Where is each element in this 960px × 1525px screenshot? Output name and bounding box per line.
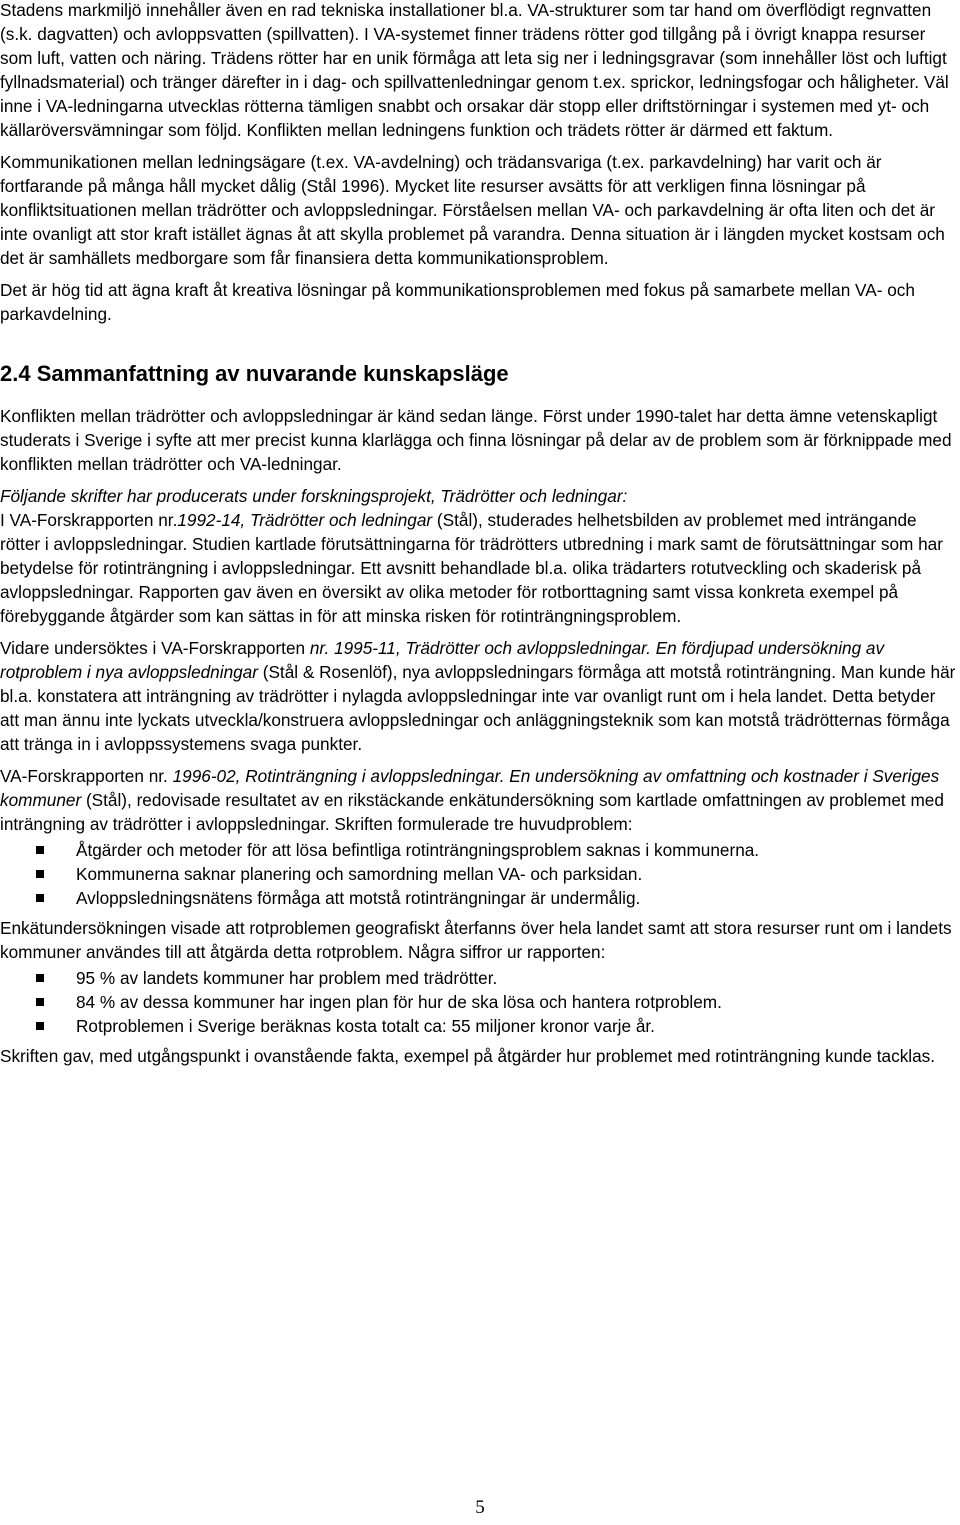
- report-1996-02: [0, 764, 958, 836]
- report-1992-14-text: (Stål), studerades helhetsbilden av problemet med inträngande rötter i avloppsledningar. Studien kartlade förutsättningarna för trädrötters utbredning i mark samt de förutsättningar som har betydelse för rotinträngning i avloppsledningar. Ett avsnitt behandlade bl.a. olika trädarters rotutveckling och skaderisk på avloppsledningar. Rapporten gav även en översikt av olika metoder för rotborttagning samt vissa konkreta exempel på förebyggande åtgärder som kan sättas in för att minska risken för rotinträngningsproblem.: [0, 510, 943, 626]
- report-1992-14-lead: I VA-Forskrapporten nr.: [0, 510, 178, 530]
- square-bullet-icon: [36, 1022, 44, 1030]
- publications-note-text: Följande skrifter har producerats under forskningsprojekt, Trädrötter och ledningar:: [0, 486, 628, 506]
- publications-note: [0, 484, 958, 508]
- report-1996-02-text: (Stål), redovisade resultatet av en rikstäckande enkätundersökning som kartlade omfattningen av problemet med inträngning av trädrötter i avloppsledningar. Skriften formulerade tre huvudproblem:: [0, 790, 944, 834]
- list-item: [0, 1014, 958, 1038]
- square-bullet-icon: [36, 870, 44, 878]
- list-item: [0, 990, 958, 1014]
- list-item-text: Kommunerna saknar planering och samordning mellan VA- och parksidan.: [76, 864, 643, 884]
- report-1995-11-text: (Stål & Rosenlöf), nya avloppsledningars förmåga att motstå rotinträngning. Man kunde här bl.a. konstatera att inträngning av trädrötter i nylagda avloppsledningar inte var ovanligt runt om i hela landet. Detta betyder att man ännu inte lyckats utveckla/konstruera avloppsledningar och anläggningsteknik som kan motstå trädrötternas förmåga att tränga in i avloppssystemens svaga punkter.: [0, 662, 956, 754]
- section-intro: Konflikten mellan trädrötter och avloppsledningar är känd sedan länge. Först under 1990-talet har detta ämne vetenskapligt studerats i Sverige i syfte att mer precist kunna klarlägga och finna lösningar på delar av de problem som är förknippade med konflikten mellan trädrötter och VA-ledningar.: [0, 406, 952, 474]
- report-1996-02-lead: VA-Forskrapporten nr.: [0, 766, 173, 786]
- list-item: [0, 862, 958, 886]
- square-bullet-icon: [36, 974, 44, 982]
- list-item-text: 84 % av dessa kommuner har ingen plan för hur de ska lösa och hantera rotproblem.: [76, 992, 722, 1012]
- closing-paragraph: Skriften gav, med utgångspunkt i ovanstående fakta, exempel på åtgärder hur problemet med rotinträngning kunde tacklas.: [0, 1046, 936, 1066]
- report-1995-11-lead: Vidare undersöktes i VA-Forskrapporten: [0, 638, 310, 658]
- report-1995-11-title: nr. 1995-11, Trädrötter och avloppsledningar. En fördjupad undersökning av rotproblem i nya avloppsledningar: [0, 638, 885, 682]
- section-heading: 2.4 Sammanfattning av nuvarande kunskapsläge: [0, 361, 509, 386]
- square-bullet-icon: [36, 894, 44, 902]
- figures-list: [0, 966, 958, 1038]
- paragraph-call-to-action: Det är hög tid att ägna kraft åt kreativa lösningar på kommunikationsproblemen med fokus på samarbete mellan VA- och parkavdelning.: [0, 280, 915, 324]
- paragraph-communication: Kommunikationen mellan ledningsägare (t.ex. VA-avdelning) och trädansvariga (t.ex. parkavdelning) har varit och är fortfarande på många håll mycket dålig (Stål 1996). Mycket lite resurser avsätts för att verkligen finna lösningar på konfliktsituationen mellan trädrötter och avloppsledningar. Förståelsen mellan VA- och parkavdelning är ofta liten och det är inte ovanligt att stor kraft istället ägnas åt att skylla problemet på varandra. Denna situation är i längden mycket kostsam och det är samhällets medborgare som får finansiera detta kommunikationsproblem.: [0, 152, 945, 268]
- page-number: 5: [475, 1497, 485, 1518]
- list-item-text: Åtgärder och metoder för att lösa befintliga rotinträngningsproblem saknas i kommunerna.: [76, 840, 760, 860]
- list-item-text: Avloppsledningsnätens förmåga att motstå rotinträngningar är undermålig.: [76, 888, 641, 908]
- list-item-text: Rotproblemen i Sverige beräknas kosta totalt ca: 55 miljoner kronor varje år.: [76, 1016, 655, 1036]
- square-bullet-icon: [36, 846, 44, 854]
- report-1992-14: [0, 508, 958, 628]
- report-1992-14-title: 1992-14, Trädrötter och ledningar: [177, 510, 433, 530]
- problems-list: [0, 838, 958, 910]
- list-item: [0, 838, 958, 862]
- report-1995-11: [0, 636, 958, 756]
- square-bullet-icon: [36, 998, 44, 1006]
- list-item: [0, 966, 958, 990]
- list-item-text: 95 % av landets kommuner har problem med trädrötter.: [76, 968, 498, 988]
- paragraph-urban-installations: Stadens markmiljö innehåller även en rad tekniska installationer bl.a. VA-strukturer som tar hand om överflödigt regnvatten (s.k. dagvatten) och avloppsvatten (spillvatten). I VA-systemet finner trädens rötter god tillgång på i övrigt knappa resurser som luft, vatten och näring. Trädens rötter har en unik förmåga att leta sig ner i ledningsgravar (som innehåller löst och luftigt fyllnadsmaterial) och tränger därefter in i dag- och spillvattenledningar genom t.ex. sprickor, ledningsfogar och håligheter. Väl inne i VA-ledningarna utvecklas rötterna tämligen snabbt och orsakar där stopp eller driftstörningar i systemen med yt- och källaröversvämningar som följd. Konflikten mellan ledningens funktion och trädets rötter är därmed ett faktum.: [0, 0, 949, 140]
- list-item: [0, 886, 958, 910]
- report-1996-02-title: 1996-02, Rotinträngning i avloppsledningar. En undersökning av omfattning och kostnader i Sveriges kommuner: [0, 766, 940, 810]
- survey-paragraph: Enkätundersökningen visade att rotproblemen geografiskt återfanns över hela landet samt att stora resurser runt om i landets kommuner användes till att åtgärda detta rotproblem. Några siffror ur rapporten:: [0, 918, 952, 962]
